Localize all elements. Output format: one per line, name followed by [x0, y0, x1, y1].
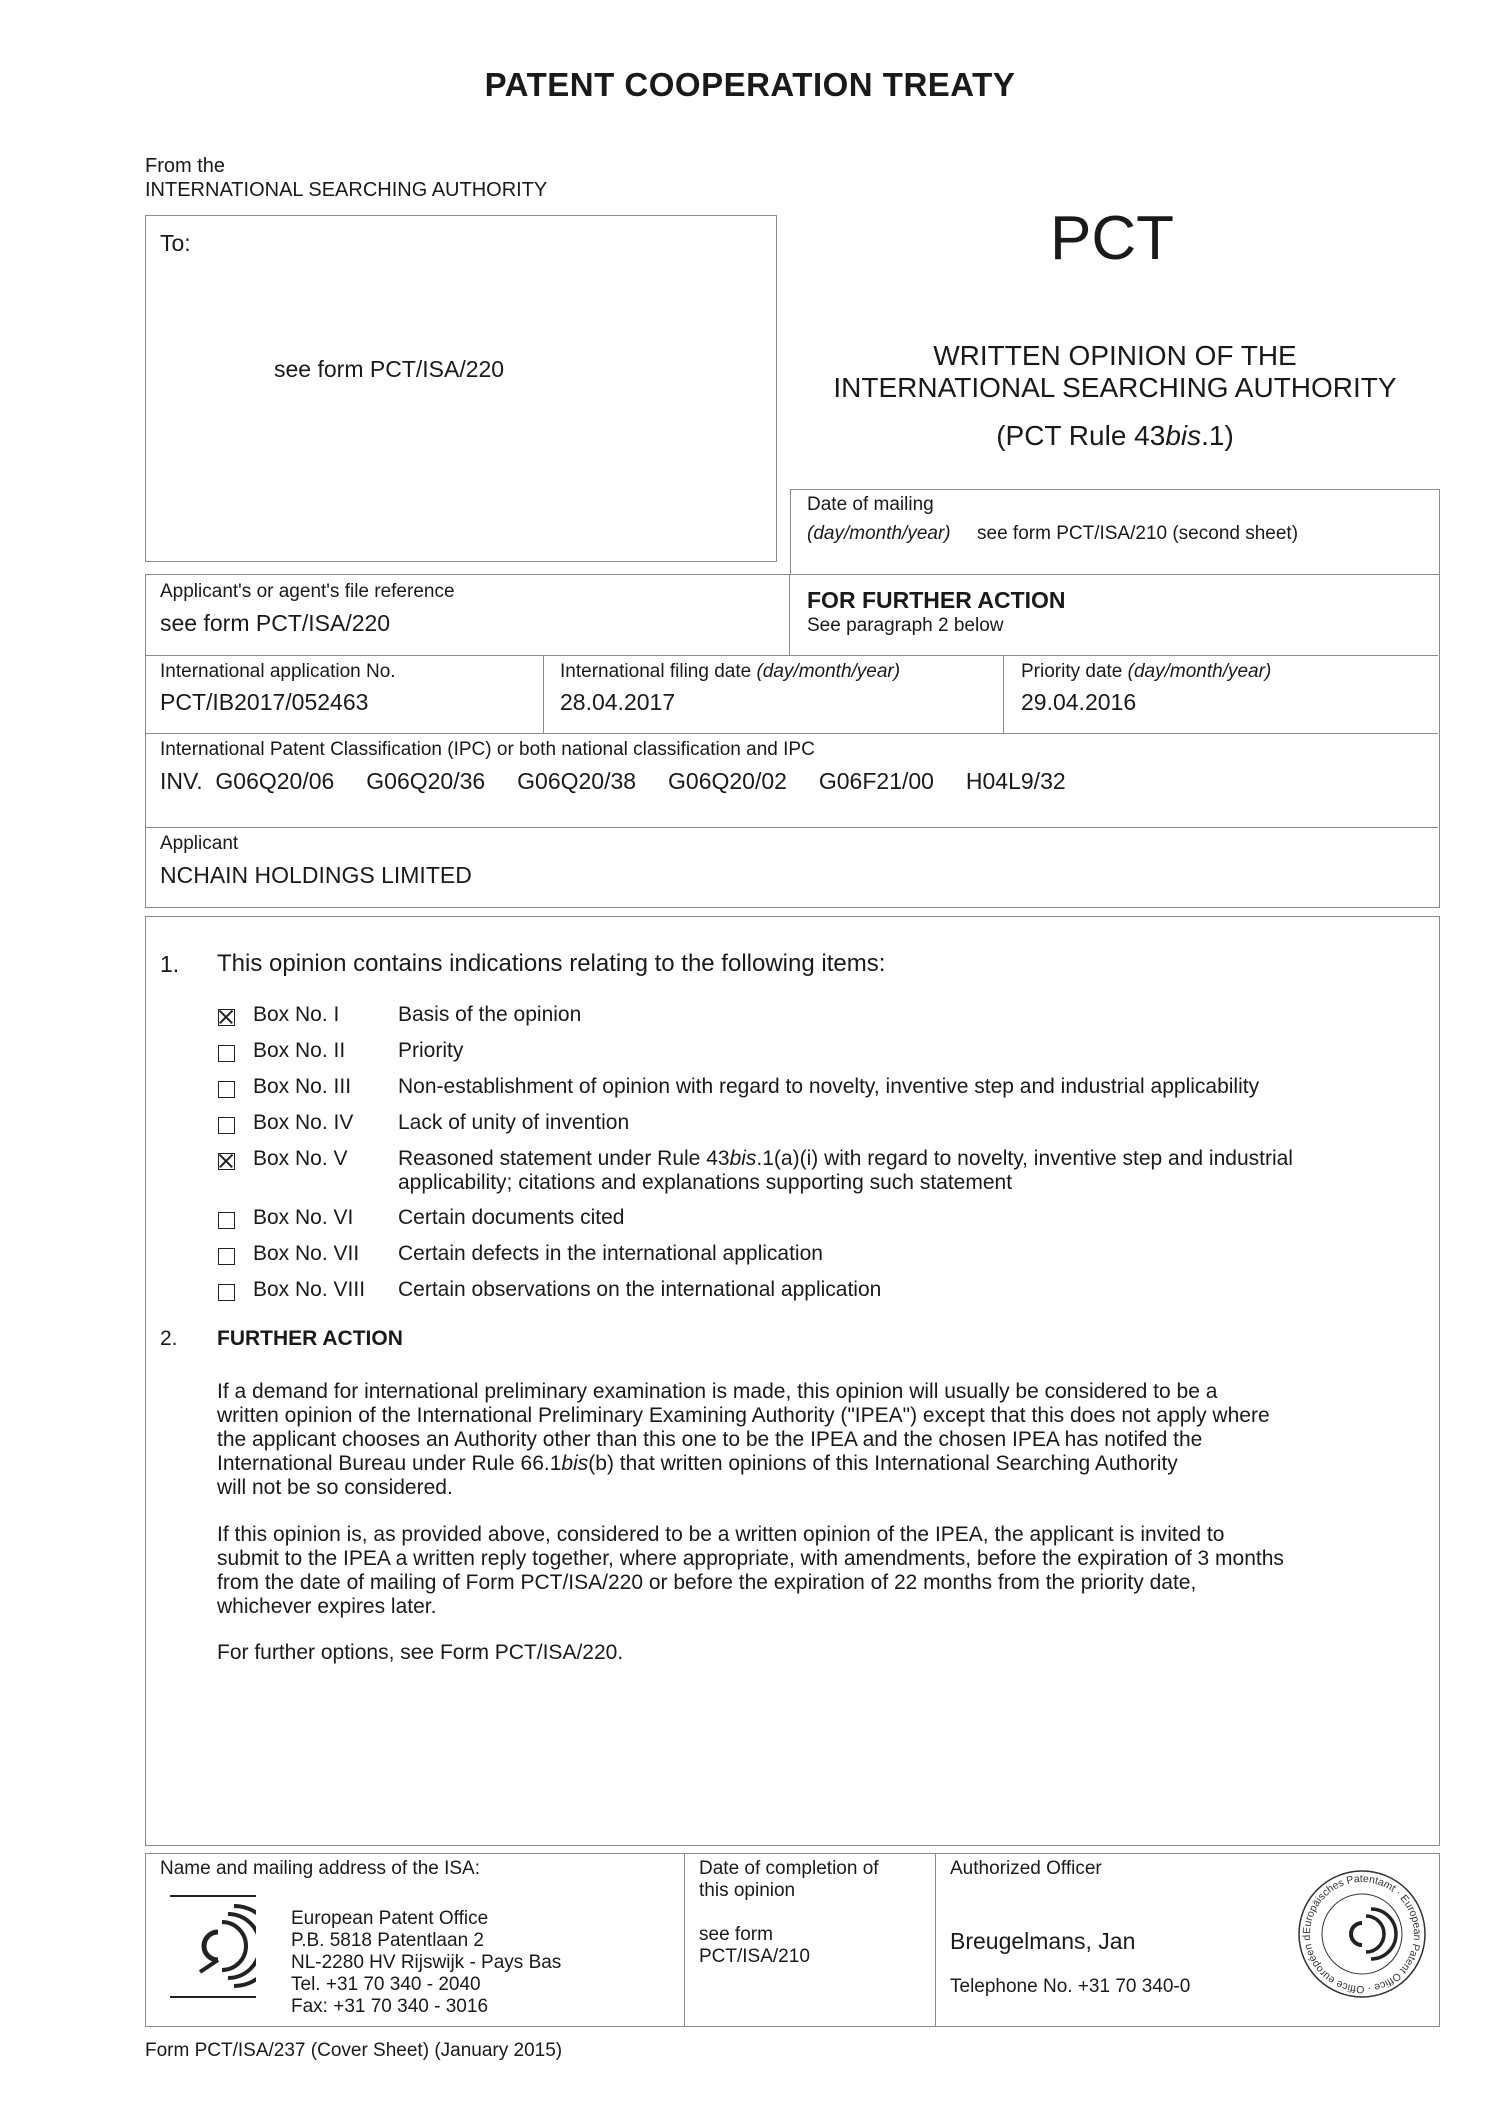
- isa-address-line: P.B. 5818 Patentlaan 2: [291, 1930, 484, 1951]
- epo-logo: [170, 1894, 256, 1999]
- item-box-v: [218, 1147, 1293, 1194]
- priority-date-label-italic: (day/month/year): [1127, 661, 1272, 682]
- para2-line2: submit to the IPEA a written reply together, where appropriate, with amendments, before the expiration of 3 months: [217, 1547, 1284, 1570]
- checkbox-unchecked: [218, 1284, 235, 1301]
- ipc-label: International Patent Classification (IPC) or both national classification and IPC: [160, 739, 815, 760]
- form-id: Form PCT/ISA/237 (Cover Sheet) (January 2015): [145, 2040, 563, 2061]
- priority-date-label: [1021, 661, 1271, 683]
- from-line1: From the: [145, 155, 226, 177]
- checkbox-unchecked: [218, 1212, 235, 1229]
- isa-address-line: Tel. +31 70 340 - 2040: [291, 1974, 481, 1995]
- completion-label: [699, 1858, 879, 1902]
- item-desc-pre: Reasoned statement under Rule 43: [398, 1147, 730, 1170]
- item-box-iii: [218, 1075, 1260, 1101]
- para1-line4-italic: bis: [561, 1452, 589, 1475]
- para1-line2: written opinion of the International Preliminary Examining Authority ("IPEA") except that this does not apply where: [217, 1404, 1270, 1427]
- item-box-ii: [218, 1039, 464, 1065]
- filing-date-label-italic: (day/month/year): [756, 661, 901, 682]
- item-desc: Certain documents cited: [398, 1206, 625, 1229]
- rule-post: .1): [1201, 420, 1234, 451]
- priority-date-label-text: Priority date: [1021, 661, 1123, 682]
- item-desc-post: .1(a)(i) with regard to novelty, inventive step and industrial: [756, 1147, 1293, 1170]
- epo-logo-icon: [170, 1894, 256, 1999]
- checkbox-checked: [218, 1009, 235, 1026]
- completion-value-line1: see form: [699, 1924, 773, 1945]
- priority-date-value: 29.04.2016: [1021, 689, 1137, 715]
- doc-title-line1: WRITTEN OPINION OF THE: [933, 340, 1297, 371]
- para1-line4-post: (b) that written opinions of this International Searching Authority: [588, 1452, 1178, 1475]
- file-ref-value: see form PCT/ISA/220: [160, 610, 391, 636]
- pct-logo-text: PCT: [1050, 204, 1174, 273]
- checkbox-unchecked: [218, 1248, 235, 1265]
- item-box-iv: [218, 1111, 630, 1137]
- isa-address: [291, 1908, 561, 2018]
- item-desc: Lack of unity of invention: [398, 1111, 630, 1134]
- item-box-label: Box No. VII: [253, 1242, 360, 1265]
- filing-date-label-text: International filing date: [560, 661, 752, 682]
- file-ref-label: Applicant's or agent's file reference: [160, 581, 455, 602]
- page-title: PATENT COOPERATION TREATY: [484, 66, 1016, 103]
- para1-line4-pre: International Bureau under Rule 66.1: [217, 1452, 562, 1475]
- further-action-sub: See paragraph 2 below: [807, 615, 1004, 636]
- further-action-para1: [217, 1380, 1270, 1500]
- completion-label-line2: this opinion: [699, 1880, 796, 1901]
- item-box-label: Box No. V: [253, 1147, 348, 1170]
- from-line2: INTERNATIONAL SEARCHING AUTHORITY: [145, 179, 548, 201]
- checkbox-checked: [218, 1153, 235, 1170]
- item-desc: Priority: [398, 1039, 464, 1062]
- epo-stamp-icon: [1296, 1868, 1428, 2000]
- footer-box: [145, 1853, 1440, 2027]
- mailing-sub-label-italic: (day/month/year): [807, 523, 951, 544]
- further-action-title: FOR FURTHER ACTION: [807, 587, 1066, 613]
- item-box-viii: [218, 1278, 882, 1304]
- item-desc-italic: bis: [729, 1147, 757, 1170]
- filing-date-value: 28.04.2017: [560, 689, 676, 715]
- isa-label: Name and mailing address of the ISA:: [160, 1858, 481, 1879]
- mailing-sub-label: [807, 523, 951, 545]
- officer-phone: Telephone No. +31 70 340-0: [950, 1976, 1191, 1997]
- section2-number: 2.: [160, 1327, 178, 1350]
- officer-name: Breugelmans, Jan: [950, 1928, 1136, 1954]
- further-action-para2: [217, 1523, 1284, 1619]
- rule-pre: (PCT Rule 43: [996, 420, 1166, 451]
- para1-line3: the applicant chooses an Authority other than this one to be the IPEA and the chosen IPEA has notifed the: [217, 1428, 1203, 1451]
- section2-heading: FURTHER ACTION: [217, 1327, 403, 1350]
- checkbox-unchecked: [218, 1045, 235, 1062]
- item-desc: Certain defects in the international application: [398, 1242, 823, 1265]
- isa-address-line: Fax: +31 70 340 - 3016: [291, 1996, 489, 2017]
- item-box-vi: [218, 1206, 625, 1232]
- item-box-label: Box No. VIII: [253, 1278, 366, 1301]
- section1-heading: This opinion contains indications relating to the following items:: [217, 950, 886, 977]
- completion-label-line1: Date of completion of: [699, 1858, 879, 1879]
- para2-line1: If this opinion is, as provided above, considered to be a written opinion of the IPEA, the applicant is invited to: [217, 1523, 1225, 1546]
- further-action-para3: For further options, see Form PCT/ISA/220.: [217, 1641, 624, 1664]
- mailing-value: see form PCT/ISA/210 (second sheet): [977, 523, 1299, 544]
- mailing-box: [790, 489, 1440, 574]
- checkbox-unchecked: [218, 1081, 235, 1098]
- rule-italic: bis: [1165, 420, 1202, 451]
- completion-value-line2: PCT/ISA/210: [699, 1946, 810, 1967]
- item-desc: Non-establishment of opinion with regard to novelty, inventive step and industrial applicability: [398, 1075, 1260, 1098]
- isa-address-line: European Patent Office: [291, 1908, 489, 1929]
- to-box: [145, 215, 777, 562]
- app-no-value: PCT/IB2017/052463: [160, 689, 369, 715]
- applicant-label: Applicant: [160, 833, 239, 854]
- completion-value: [699, 1924, 810, 1968]
- item-box-label: Box No. III: [253, 1075, 352, 1098]
- para1-line1: If a demand for international preliminary examination is made, this opinion will usually be considered to be a: [217, 1380, 1218, 1403]
- item-desc-line2: applicability; citations and explanations supporting such statement: [398, 1171, 1013, 1194]
- item-desc: [398, 1147, 1293, 1171]
- epo-stamp: [1296, 1868, 1428, 2000]
- para1-line4: [217, 1452, 1270, 1476]
- to-value: see form PCT/ISA/220: [274, 356, 505, 382]
- doc-title-line2: INTERNATIONAL SEARCHING AUTHORITY: [833, 372, 1397, 403]
- item-box-label: Box No. II: [253, 1039, 346, 1062]
- filing-date-label: [560, 661, 900, 683]
- officer-label: Authorized Officer: [950, 1858, 1102, 1879]
- app-no-label: International application No.: [160, 661, 396, 682]
- item-box-label: Box No. VI: [253, 1206, 354, 1229]
- item-desc: Basis of the opinion: [398, 1003, 582, 1026]
- item-box-label: Box No. IV: [253, 1111, 354, 1134]
- rule-reference: [790, 420, 1440, 452]
- item-desc: Certain observations on the international application: [398, 1278, 882, 1301]
- item-box-vii: [218, 1242, 823, 1268]
- ipc-value: INV. G06Q20/06 G06Q20/36 G06Q20/38 G06Q20/02 G06F21/00 H04L9/32: [160, 768, 1066, 794]
- mailing-label: Date of mailing: [807, 494, 934, 515]
- para1-line5: will not be so considered.: [217, 1476, 453, 1499]
- stamp-text: Europäisches Patentamt · European Patent Office · Office européen d: [1300, 1872, 1424, 1996]
- item-box-i: [218, 1003, 582, 1029]
- item-box-label: Box No. I: [253, 1003, 340, 1026]
- applicant-value: NCHAIN HOLDINGS LIMITED: [160, 862, 472, 888]
- info-table: [145, 574, 1440, 908]
- isa-address-line: NL-2280 HV Rijswijk - Pays Bas: [291, 1952, 562, 1973]
- section1-number: 1.: [160, 951, 180, 977]
- content-box: [145, 916, 1440, 1846]
- to-label: To:: [160, 230, 191, 256]
- para2-line4: whichever expires later.: [217, 1595, 437, 1618]
- para2-line3: from the date of mailing of Form PCT/ISA/220 or before the expiration of 22 months from the priority date,: [217, 1571, 1197, 1594]
- checkbox-unchecked: [218, 1117, 235, 1134]
